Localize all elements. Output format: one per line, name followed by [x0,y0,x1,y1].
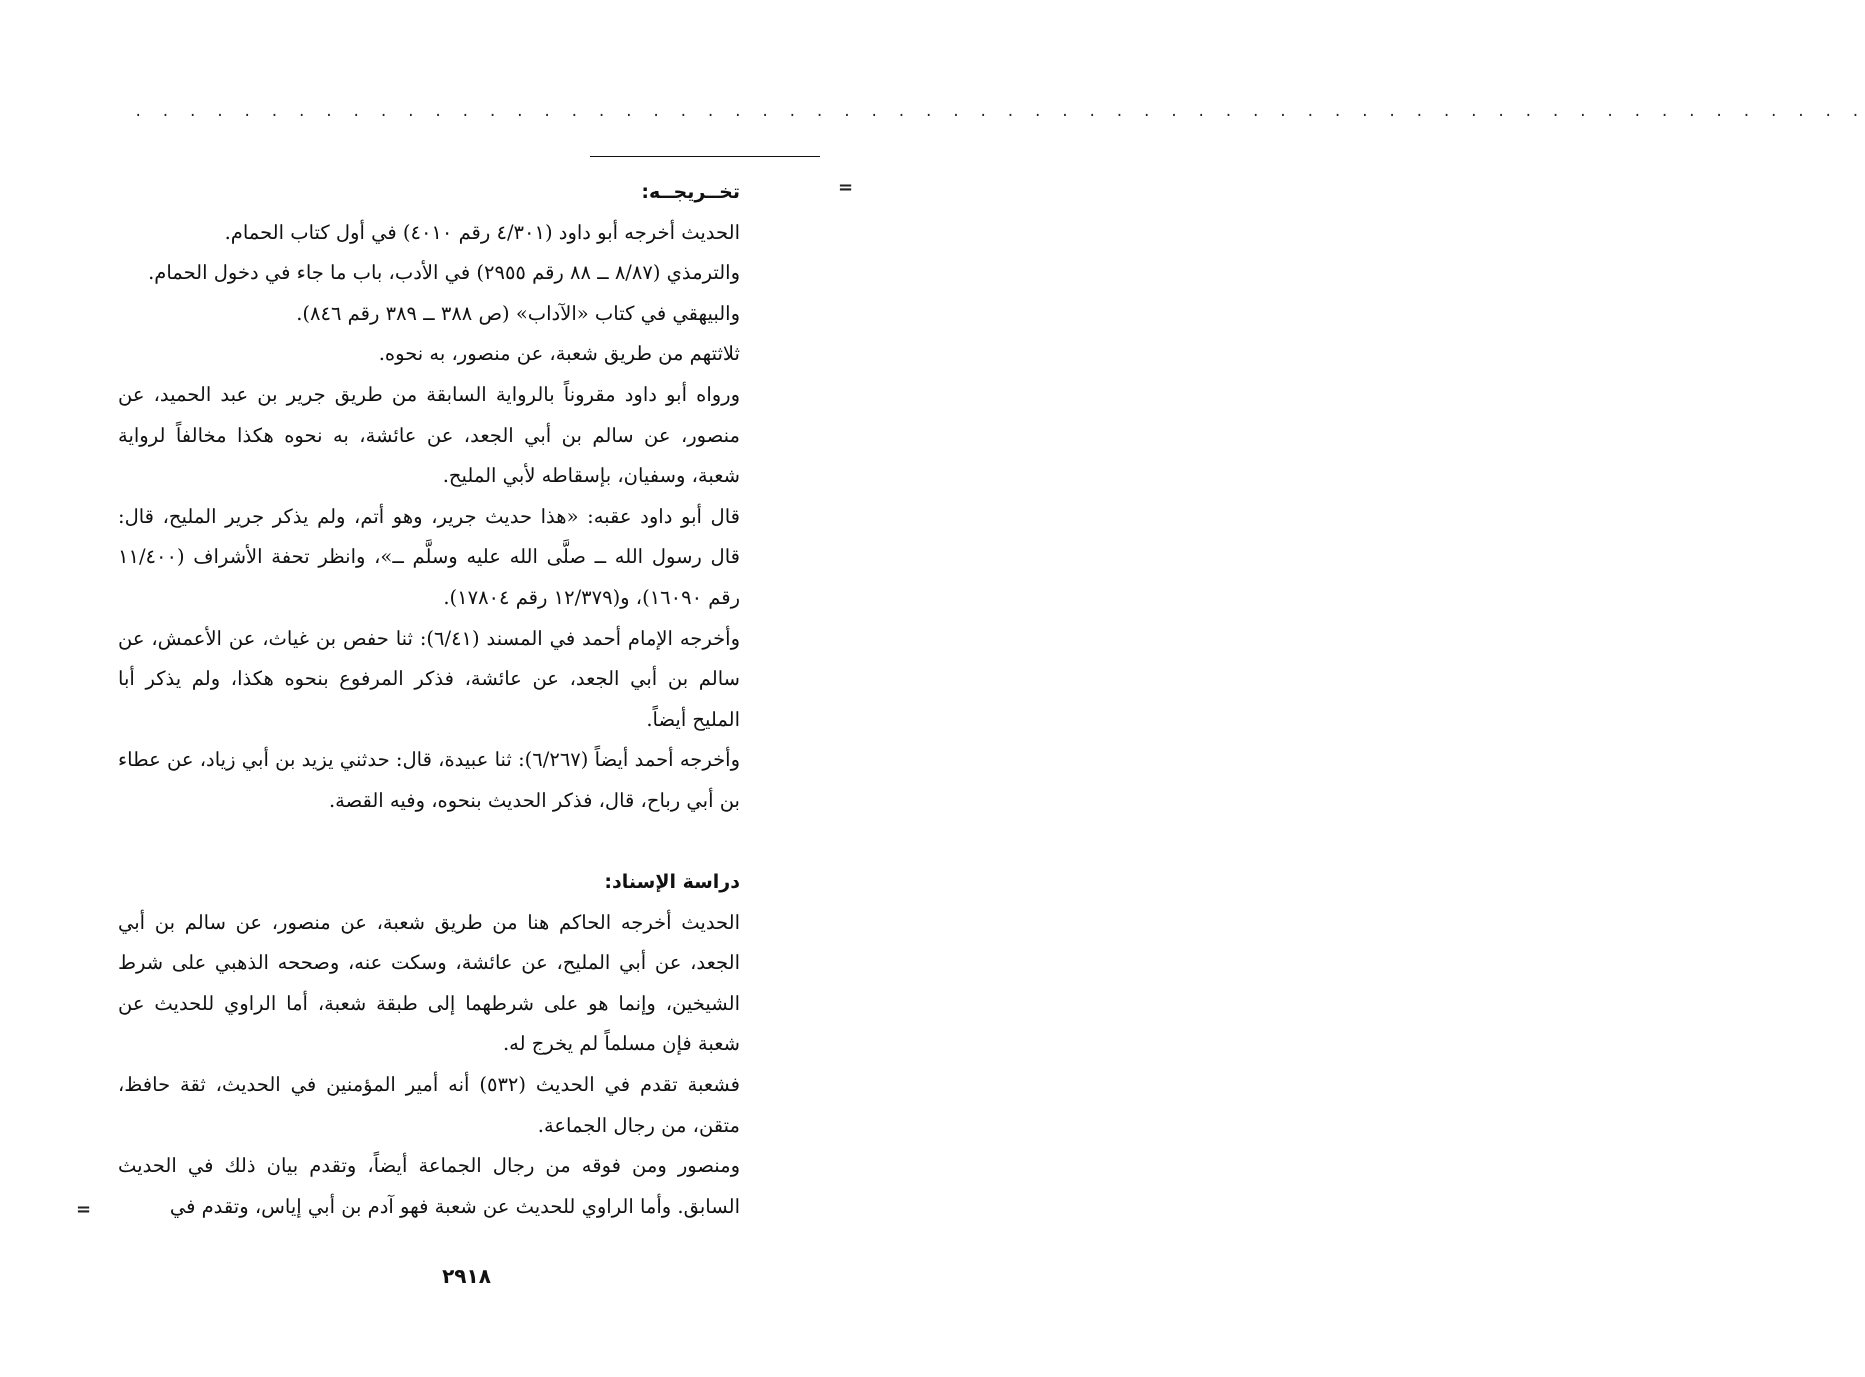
continuation-mark-top: = [838,177,854,198]
paragraph: ثلاثتهم من طريق شعبة، عن منصور، به نحوه. [378,342,740,366]
section-heading-takhrij: تخــريجــه: [641,181,740,203]
paragraph: والبيهقي في كتاب «الآداب» (ص ٣٨٨ ــ ٣٨٩ رقم ٨٤٦). [296,301,740,325]
paragraph: قال أبو داود عقبه: «هذا حديث جرير، وهو أتم، ولم يذكر جرير المليح، قال: قال رسول الله ــ صلَّى الله عليه وسلَّم ــ»، وانظر تحفة الأشراف (١١/٤٠٠ رقم ١٦٠٩٠)، و(١٢/٣٧٩ رقم ١٧٨٠٤). [118,504,740,609]
isnad-study-section [118,862,740,1227]
paragraph: والترمذي (٨/٨٧ ــ ٨٨ رقم ٢٩٥٥) في الأدب، باب ما جاء في دخول الحمام. [148,261,740,285]
paragraph: ومنصور ومن فوقه من رجال الجماعة أيضاً، وتقدم بيان ذلك في الحديث السابق. وأما الراوي للحديث عن شعبة فهو آدم بن أبي إياس، وتقدم في [118,1154,740,1218]
paragraph: وأخرجه الإمام أحمد في المسند (٦/٤١): ثنا حفص بن غياث، عن الأعمش، عن سالم بن أبي الجعد، عن عائشة، فذكر المرفوع بنحوه هكذا، ولم يذكر أبا المليح أيضاً. [118,626,740,731]
paragraph: فشعبة تقدم في الحديث (٥٣٢) أنه أمير المؤمنين في الحديث، ثقة حافظ، متقن، من رجال الجماعة. [118,1072,740,1137]
continuation-mark-bottom: = [76,1199,92,1220]
paragraph: الحديث أخرجه أبو داود (٤/٣٠١ رقم ٤٠١٠) في أول كتاب الحمام. [224,220,740,244]
section-heading-isnad: دراسة الإسناد: [604,871,740,893]
paragraph: وأخرجه أحمد أيضاً (٦/٢٦٧): ثنا عبيدة، قال: حدثني يزيد بن أبي زياد، عن عطاء بن أبي رباح، قال، فذكر الحديث بنحوه، وفيه القصة. [118,748,741,812]
paragraph: ورواه أبو داود مقروناً بالرواية السابقة من طريق جرير بن عبد الحميد، عن منصور، عن سالم بن أبي الجعد، عن عائشة، به نحوه هكذا مخالفاً لرواية شعبة، وسفيان، بإسقاطه لأبي المليح. [118,382,740,488]
takhrij-section [118,172,740,822]
footnote-rule [590,156,820,157]
dotted-separator: . . . . . . . . . . . . . . . . . . . . . . . . . . . . . . . . . . . . . . . . . . . . . . . . . . . . . . . . . . . . . . . . [134,104,1865,120]
paragraph: الحديث أخرجه الحاكم هنا من طريق شعبة، عن منصور، عن سالم بن أبي الجعد، عن أبي المليح، عن عائشة، وسكت عنه، وصححه الذهبي على شرط الشيخين، وإنما هو على شرطهما إلى طبقة شعبة، أما الراوي للحديث عن شعبة فإن مسلماً لم يخرج له. [118,910,740,1056]
page-number: ٢٩١٨ [442,1264,491,1288]
